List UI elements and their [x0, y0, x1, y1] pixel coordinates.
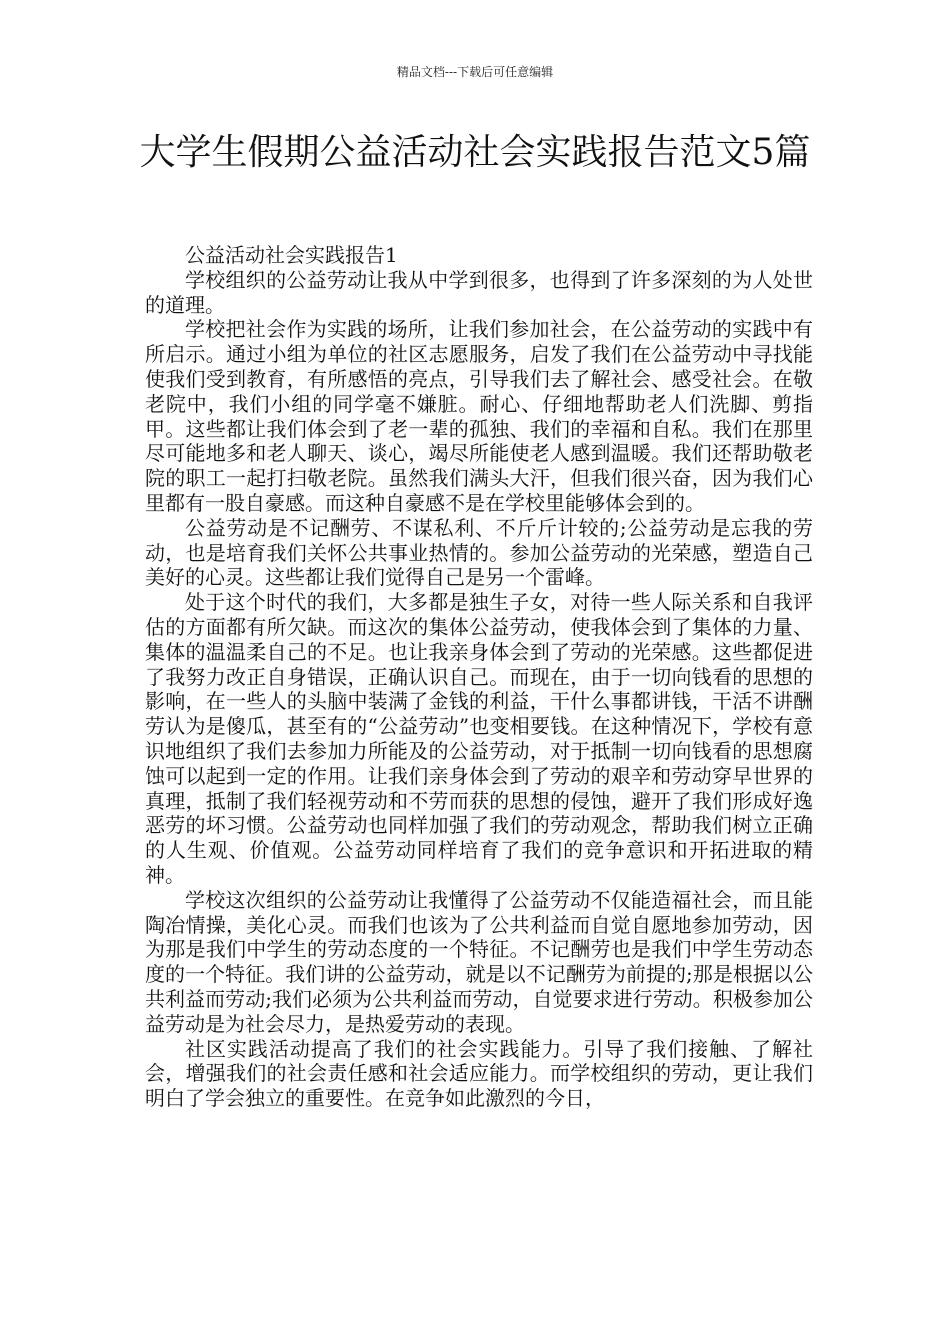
document-title: 大学生假期公益活动社会实践报告范文5篇	[139, 132, 811, 173]
body-paragraph: 学校组织的公益劳动让我从中学到很多，也得到了许多深刻的为人处世的道理。	[145, 267, 813, 317]
section-heading: 公益活动社会实践报告1	[185, 243, 398, 267]
body-paragraph: 公益劳动是不记酬劳、不谋私利、不斤斤计较的;公益劳动是忘我的劳动，也是培育我们关怀公共事业热情的。参加公益劳动的光荣感，塑造自己美好的心灵。这些都让我们觉得自己是另一个雷峰。	[145, 515, 813, 590]
body-paragraph: 学校这次组织的公益劳动让我懂得了公益劳动不仅能造福社会，而且能陶冶情操，美化心灵。而我们也该为了公共利益而自觉自愿地参加劳动，因为那是我们中学生的劳动态度的一个特征。不记酬劳也是我们中学生劳动态度的一个特征。我们讲的公益劳动，就是以不记酬劳为前提的;那是根据以公共利益而劳动;我们必须为公共利益而劳动，自觉要求进行劳动。积极参加公益劳动是为社会尽力，是热爱劳动的表现。	[145, 887, 813, 1036]
document-body	[145, 243, 813, 1111]
body-paragraph: 学校把社会作为实践的场所，让我们参加社会，在公益劳动的实践中有所启示。通过小组为单位的社区志愿服务，启发了我们在公益劳动中寻找能使我们受到教育，有所感悟的亮点，引导我们去了解社会、感受社会。在敬老院中，我们小组的同学毫不嫌脏。耐心、仔细地帮助老人们洗脚、剪指甲。这些都让我们体会到了老一辈的孤独、我们的幸福和自私。我们在那里尽可能地多和老人聊天、谈心，竭尽所能使老人感到温暖。我们还帮助敬老院的职工一起打扫敬老院。虽然我们满头大汗，但我们很兴奋，因为我们心里都有一股自豪感。而这种自豪感不是在学校里能够体会到的。	[145, 317, 813, 515]
header-note: 精品文档---下载后可任意编辑	[396, 65, 554, 79]
body-paragraph: 处于这个时代的我们，大多都是独生子女，对待一些人际关系和自我评估的方面都有所欠缺。而这次的集体公益劳动，使我体会到了集体的力量、集体的温温柔自己的不足。也让我亲身体会到了劳动的光荣感。这些都促进了我努力改正自身错误，正确认识自己。而现在，由于一切向钱看的思想的影响，在一些人的头脑中装满了金钱的利益，干什么事都讲钱，干活不讲酬劳认为是傻瓜，甚至有的“公益劳动”也变相要钱。在这种情况下，学校有意识地组织了我们去参加力所能及的公益劳动，对于抵制一切向钱看的思想腐蚀可以起到一定的作用。让我们亲身体会到了劳动的艰辛和劳动穿早世界的真理，抵制了我们轻视劳动和不劳而获的思想的侵蚀，避开了我们形成好逸恶劳的坏习惯。公益劳动也同样加强了我们的劳动观念，帮助我们树立正确的人生观、价值观。公益劳动同样培育了我们的竞争意识和开拓进取的精神。	[145, 590, 813, 887]
body-paragraph: 社区实践活动提高了我们的社会实践能力。引导了我们接触、了解社会，增强我们的社会责任感和社会适应能力。而学校组织的劳动，更让我们明白了学会独立的重要性。在竞争如此激烈的今日，	[145, 1036, 813, 1111]
